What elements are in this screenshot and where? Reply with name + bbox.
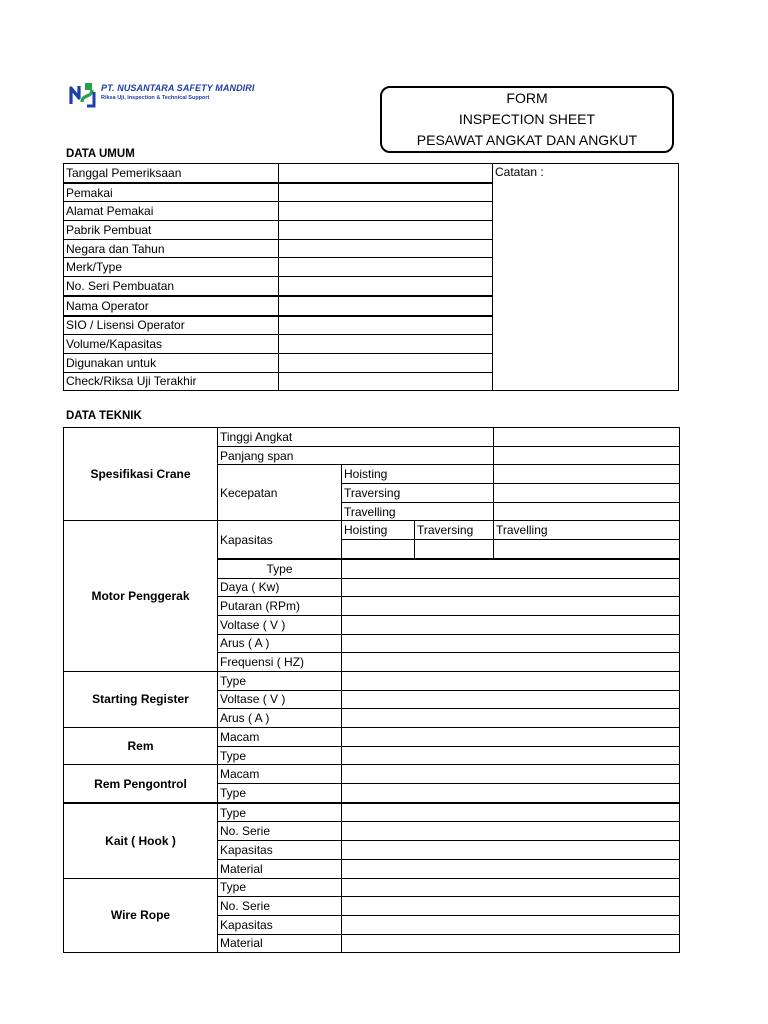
group-motor-penggerak: Motor Penggerak xyxy=(64,521,218,672)
field-value[interactable] xyxy=(342,690,680,709)
field-value[interactable] xyxy=(415,540,494,559)
field-value[interactable] xyxy=(342,615,680,634)
group-kait-hook: Kait ( Hook ) xyxy=(64,803,218,878)
field-value[interactable] xyxy=(279,221,493,240)
field-value[interactable] xyxy=(342,859,680,878)
group-rem-pengontrol: Rem Pengontrol xyxy=(64,765,218,803)
field-value[interactable] xyxy=(342,540,415,559)
field-sublabel: Traversing xyxy=(342,484,494,503)
field-label: Alamat Pemakai xyxy=(64,202,279,221)
notes-label: Catatan : xyxy=(495,165,544,179)
field-value[interactable] xyxy=(494,484,680,503)
field-label: No. Serie xyxy=(218,822,342,841)
form-title-box xyxy=(380,86,674,153)
field-label: Putaran (RPm) xyxy=(218,597,342,616)
field-label: Check/Riksa Uji Terakhir xyxy=(64,372,279,391)
form-title-line3: PESAWAT ANGKAT DAN ANGKUT xyxy=(416,132,638,148)
group-starting-register: Starting Register xyxy=(64,671,218,727)
field-value[interactable] xyxy=(279,316,493,335)
column-header: Traversing xyxy=(415,521,494,540)
field-label: Pemakai xyxy=(64,183,279,202)
field-value[interactable] xyxy=(342,934,680,953)
field-value[interactable] xyxy=(279,277,493,296)
notes-area[interactable] xyxy=(493,164,679,391)
field-value[interactable] xyxy=(494,446,680,465)
field-value[interactable] xyxy=(342,803,680,822)
field-value[interactable] xyxy=(494,540,680,559)
field-label: Kapasitas xyxy=(218,521,342,559)
field-label: Type xyxy=(218,784,342,803)
field-label: Kapasitas xyxy=(218,841,342,860)
field-label: Type xyxy=(218,803,342,822)
logo-mark-icon xyxy=(68,80,98,108)
data-umum-heading: DATA UMUM xyxy=(66,148,135,160)
form-title-line2: INSPECTION SHEET xyxy=(458,111,596,127)
field-value[interactable] xyxy=(279,164,493,183)
field-value[interactable] xyxy=(342,841,680,860)
field-value[interactable] xyxy=(342,878,680,897)
field-value[interactable] xyxy=(342,653,680,672)
field-value[interactable] xyxy=(279,239,493,258)
field-label: Kecepatan xyxy=(218,465,342,521)
data-teknik-heading: DATA TEKNIK xyxy=(66,410,142,422)
company-name: PT. NUSANTARA SAFETY MANDIRI xyxy=(101,83,255,93)
field-label: Tinggi Angkat xyxy=(218,428,494,447)
field-value[interactable] xyxy=(279,258,493,277)
group-spesifikasi-crane: Spesifikasi Crane xyxy=(64,428,218,521)
field-label: Frequensi ( HZ) xyxy=(218,653,342,672)
field-value[interactable] xyxy=(342,746,680,765)
field-label: Voltase ( V ) xyxy=(218,690,342,709)
field-label: Material xyxy=(218,934,342,953)
form-title-line1: FORM xyxy=(506,90,548,106)
group-rem: Rem xyxy=(64,728,218,765)
field-label: SIO / Lisensi Operator xyxy=(64,316,279,335)
field-value[interactable] xyxy=(342,578,680,597)
field-value[interactable] xyxy=(342,634,680,653)
column-header: Hoisting xyxy=(342,521,415,540)
field-label: Merk/Type xyxy=(64,258,279,277)
field-value[interactable] xyxy=(342,728,680,747)
field-value[interactable] xyxy=(494,428,680,447)
field-label: Tanggal Pemeriksaan xyxy=(64,164,279,183)
field-value[interactable] xyxy=(342,822,680,841)
group-wire-rope: Wire Rope xyxy=(64,878,218,953)
field-label: Nama Operator xyxy=(64,296,279,316)
field-value[interactable] xyxy=(279,296,493,316)
field-value[interactable] xyxy=(342,671,680,690)
column-header: Travelling xyxy=(494,521,680,540)
field-value[interactable] xyxy=(342,784,680,803)
field-value[interactable] xyxy=(279,202,493,221)
field-label: No. Serie xyxy=(218,897,342,916)
field-value[interactable] xyxy=(494,465,680,484)
field-value[interactable] xyxy=(342,559,680,578)
field-sublabel: Hoisting xyxy=(342,465,494,484)
field-label: No. Seri Pembuatan xyxy=(64,277,279,296)
field-value[interactable] xyxy=(342,915,680,934)
field-label: Arus ( A ) xyxy=(218,634,342,653)
field-sublabel: Travelling xyxy=(342,502,494,521)
company-logo xyxy=(68,80,268,110)
company-tagline: Riksa Uji, Inspection & Technical Support xyxy=(101,95,210,101)
field-value[interactable] xyxy=(279,335,493,354)
field-label: Macam xyxy=(218,728,342,747)
field-value[interactable] xyxy=(279,183,493,202)
field-label: Type xyxy=(218,559,342,578)
field-value[interactable] xyxy=(342,765,680,784)
field-label: Panjang span xyxy=(218,446,494,465)
field-value[interactable] xyxy=(342,897,680,916)
field-label: Type xyxy=(218,746,342,765)
field-label: Digunakan untuk xyxy=(64,353,279,372)
field-label: Arus ( A ) xyxy=(218,709,342,728)
field-label: Pabrik Pembuat xyxy=(64,221,279,240)
field-label: Type xyxy=(218,671,342,690)
field-value[interactable] xyxy=(279,353,493,372)
field-label: Material xyxy=(218,859,342,878)
field-label: Voltase ( V ) xyxy=(218,615,342,634)
field-label: Macam xyxy=(218,765,342,784)
field-label: Daya ( Kw) xyxy=(218,578,342,597)
field-value[interactable] xyxy=(494,502,680,521)
field-label: Type xyxy=(218,878,342,897)
field-label: Volume/Kapasitas xyxy=(64,335,279,354)
field-value[interactable] xyxy=(279,372,493,391)
field-value[interactable] xyxy=(342,597,680,616)
field-label: Negara dan Tahun xyxy=(64,239,279,258)
field-label: Kapasitas xyxy=(218,915,342,934)
data-umum-table xyxy=(63,163,679,391)
field-value[interactable] xyxy=(342,709,680,728)
data-teknik-table xyxy=(63,427,680,953)
